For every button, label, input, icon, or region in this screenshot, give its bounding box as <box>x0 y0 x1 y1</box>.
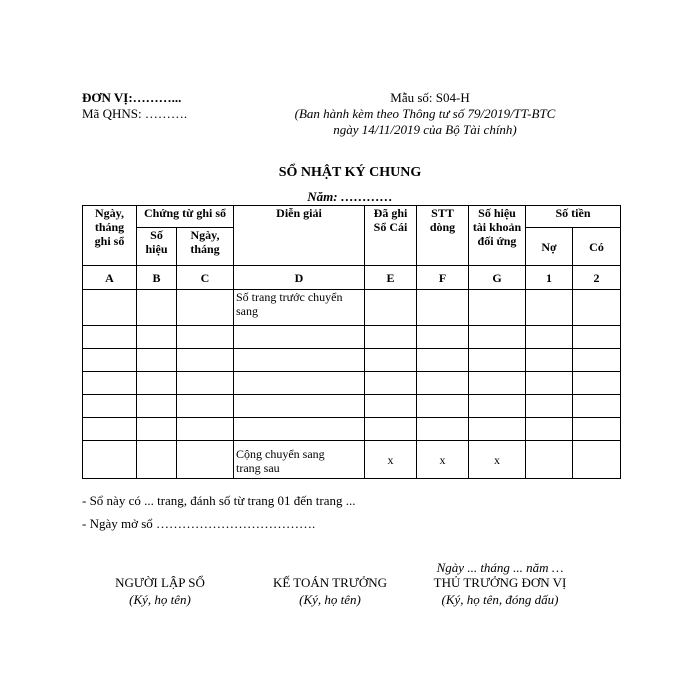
carry-in-cell <box>234 290 365 326</box>
header-date-cell <box>83 206 137 266</box>
page-title: SỔ NHẬT KÝ CHUNG <box>278 165 422 180</box>
pages-note: - Sổ này có ... trang, đánh số từ trang 01 đến trang ... <box>82 493 356 508</box>
column-code-row <box>83 266 621 290</box>
head-title: THỦ TRƯỞNG ĐƠN VỊ <box>433 575 567 590</box>
unit-label: ĐƠN VỊ:………... <box>82 90 182 105</box>
head-note: (Ký, họ tên, đóng dấu) <box>441 592 559 607</box>
header-stt-line2: dòng <box>429 220 456 234</box>
year-line: Năm: ………… <box>307 189 393 204</box>
header-account-cell <box>469 206 526 266</box>
header-voucher-date-line2: tháng <box>190 242 220 256</box>
issued-line-1: (Ban hành kèm theo Thông tư số 79/2019/TT-BTC <box>294 106 556 121</box>
form-number: Mẫu số: S04-H <box>390 90 470 105</box>
header-amount: Số tiền <box>526 206 621 228</box>
code-cell: 1 <box>526 266 573 290</box>
code-cell: G <box>469 266 526 290</box>
code-cell: C <box>177 266 234 290</box>
header-debit: Nợ <box>526 228 573 266</box>
header-stt-cell <box>417 206 469 266</box>
table-row <box>83 372 621 395</box>
table-row <box>83 418 621 441</box>
header-voucher-date-line1: Ngày, <box>190 228 220 242</box>
code-cell: 2 <box>573 266 621 290</box>
carry-out-line1: Cộng chuyển sang <box>236 447 325 461</box>
open-date-note: - Ngày mở sổ ………………………………. <box>82 516 316 531</box>
issued-line-2: ngày 14/11/2019 của Bộ Tài chính) <box>333 122 517 137</box>
header-voucher-no-line1: Số <box>150 228 163 242</box>
table-row <box>83 349 621 372</box>
carry-out-cell <box>234 441 365 479</box>
carry-in-line1: Số trang trước chuyển <box>236 290 343 304</box>
header-account-line2: tài khoản <box>472 220 522 234</box>
header-credit: Có <box>573 228 621 266</box>
table-row <box>83 290 621 326</box>
header-voucher-no-line2: hiệu <box>145 242 168 256</box>
header-date-line3: ghi sổ <box>94 234 125 248</box>
table-row <box>83 326 621 349</box>
header-voucher-no-cell <box>137 228 177 266</box>
header-voucher: Chứng từ ghi sổ <box>137 206 234 228</box>
chief-accountant-note: (Ký, họ tên) <box>299 592 361 607</box>
preparer-title: NGƯỜI LẬP SỔ <box>115 575 205 590</box>
header-date-line2: tháng <box>94 220 125 234</box>
header-stt-line1: STT <box>431 206 454 220</box>
header-description: Diễn giải <box>234 206 365 266</box>
code-cell: E <box>365 266 417 290</box>
ledger-table <box>82 205 621 479</box>
x-mark: x <box>469 441 526 479</box>
qhns-label: Mã QHNS: ………. <box>82 106 188 121</box>
carry-out-line2: trang sau <box>236 461 280 475</box>
x-mark: x <box>417 441 469 479</box>
preparer-note: (Ký, họ tên) <box>129 592 191 607</box>
header-posted-cell <box>365 206 417 266</box>
code-cell: A <box>83 266 137 290</box>
code-cell: D <box>234 266 365 290</box>
code-cell: B <box>137 266 177 290</box>
header-date-line1: Ngày, <box>94 206 124 220</box>
table-row <box>83 395 621 418</box>
date-line: Ngày ... tháng ... năm … <box>436 560 564 575</box>
header-account-line3: đối ứng <box>477 234 517 248</box>
code-cell: F <box>417 266 469 290</box>
chief-accountant-title: KẾ TOÁN TRƯỞNG <box>272 575 388 590</box>
header-posted-line2: Sổ Cái <box>373 220 408 234</box>
x-mark: x <box>365 441 417 479</box>
carry-in-line2: sang <box>236 304 258 318</box>
header-account-line1: Số hiệu <box>478 206 516 220</box>
carry-out-row <box>83 441 621 479</box>
header-posted-line1: Đã ghi <box>373 206 408 220</box>
header-voucher-date-cell <box>177 228 234 266</box>
